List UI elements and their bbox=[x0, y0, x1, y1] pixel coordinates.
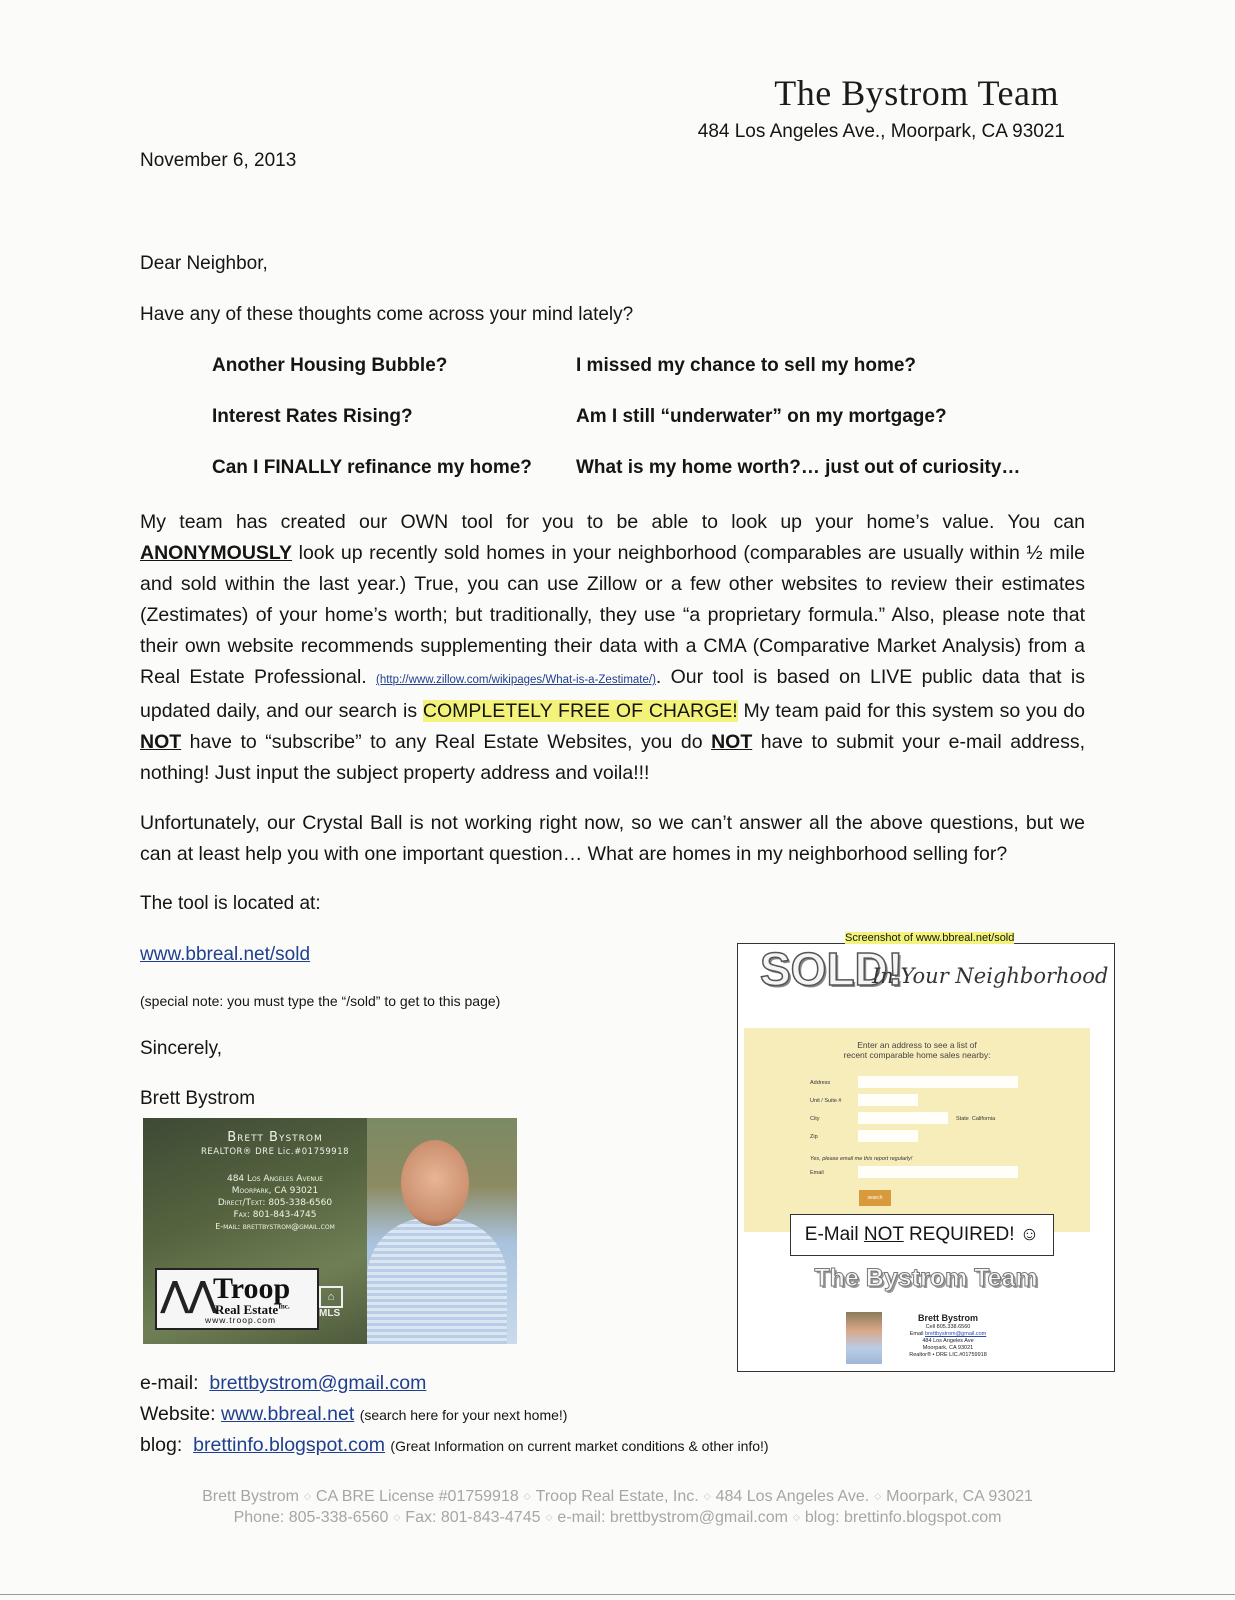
question-left-1: Another Housing Bubble? bbox=[212, 355, 448, 376]
footer-separator-icon: ◇ bbox=[703, 1491, 711, 1502]
agent-photo-shirt bbox=[367, 1218, 507, 1344]
special-note: (special note: you must type the “/sold” to get to this page) bbox=[140, 993, 501, 1009]
card-email: E-mail: brettbystrom@gmail.com bbox=[215, 1222, 335, 1231]
footer-separator-icon: ◇ bbox=[523, 1491, 531, 1502]
footer-separator-icon: ◇ bbox=[545, 1512, 553, 1523]
card-title: REALTOR® DRE Lic.#01759918 bbox=[200, 1147, 350, 1157]
bottom-rule bbox=[0, 1594, 1235, 1595]
contact-email-line bbox=[140, 1372, 426, 1395]
question-right-1: I missed my chance to sell my home? bbox=[576, 355, 917, 376]
blog-label: blog: bbox=[140, 1434, 183, 1456]
state-field bbox=[956, 1116, 995, 1122]
website-link[interactable]: www.bbreal.net bbox=[220, 1403, 355, 1425]
closing: Sincerely, bbox=[140, 1038, 223, 1059]
footer-address: 484 Los Angeles Ave. bbox=[715, 1488, 870, 1505]
troop-logo bbox=[155, 1268, 319, 1330]
equal-housing-icon: ⌂ bbox=[319, 1286, 343, 1308]
troop-logo-inc: Inc. bbox=[278, 1302, 290, 1311]
zip-input[interactable] bbox=[858, 1130, 918, 1142]
letter-date: November 6, 2013 bbox=[140, 150, 297, 171]
email-nr-not: NOT bbox=[863, 1224, 904, 1245]
blog-note: (Great Information on current market conditions & other info!) bbox=[390, 1438, 769, 1454]
contact-website-line bbox=[140, 1403, 567, 1426]
not-emphasis-2: NOT bbox=[711, 731, 753, 753]
letterhead-team-name: The Bystrom Team bbox=[774, 73, 1059, 113]
mini-email-link[interactable]: brettbystrom@gmail.com bbox=[925, 1331, 987, 1337]
p1-text-a: My team has created our OWN tool for you to be able to look up your home’s value. You can bbox=[140, 511, 1085, 533]
salutation: Dear Neighbor, bbox=[140, 253, 268, 274]
p1-text-d: My team paid for this system so you do bbox=[737, 700, 1085, 722]
card-fax: Fax: 801-843-4745 bbox=[233, 1210, 317, 1220]
form-intro-line-1: Enter an address to see a list of bbox=[857, 1040, 977, 1050]
field-label-unit: Unit / Suite # bbox=[810, 1098, 842, 1104]
not-emphasis-1: NOT bbox=[140, 731, 182, 753]
mini-agent-photo bbox=[846, 1312, 882, 1364]
card-phone: Direct/Text: 805-338-6560 bbox=[217, 1198, 333, 1208]
footer-brokerage: Troop Real Estate, Inc. bbox=[535, 1488, 699, 1505]
footer-separator-icon: ◇ bbox=[393, 1512, 401, 1523]
mini-contact-block bbox=[888, 1312, 1008, 1359]
blog-link[interactable]: brettinfo.blogspot.com bbox=[193, 1434, 385, 1456]
search-form-panel bbox=[744, 1028, 1090, 1232]
troop-logo-web: www.troop.com bbox=[205, 1315, 277, 1325]
sold-heading: SOLD! bbox=[760, 943, 904, 995]
field-label-address: Address bbox=[810, 1080, 831, 1086]
question-left-3: Can I FINALLY refinance my home? bbox=[212, 457, 532, 478]
body-paragraph-1 bbox=[140, 507, 1085, 789]
field-label-email: Email bbox=[810, 1170, 824, 1176]
free-of-charge-highlight: COMPLETELY FREE OF CHARGE! bbox=[422, 700, 738, 722]
anonymously-emphasis: ANONYMOUSLY bbox=[140, 542, 293, 564]
agent-photo-head bbox=[401, 1140, 469, 1226]
state-label: State bbox=[956, 1116, 969, 1122]
p1-text-f: have to submit your e-mail address, nothing! Just input the subject property address and voila!!! bbox=[140, 731, 1085, 784]
card-address-1: 484 Los Angeles Avenue bbox=[226, 1174, 324, 1184]
question-left-2: Interest Rates Rising? bbox=[212, 406, 413, 427]
body-paragraph-2: Unfortunately, our Crystal Ball is not working right now, so we can’t answer all the above questions, but we can at least help you with one important question… What are homes in my neighborhood selling for? bbox=[140, 812, 1085, 865]
form-intro-line-2: recent comparable home sales nearby: bbox=[843, 1050, 991, 1060]
email-link[interactable]: brettbystrom@gmail.com bbox=[209, 1372, 427, 1394]
state-value: California bbox=[971, 1116, 996, 1122]
screenshot-team-name: The Bystrom Team bbox=[814, 1264, 1038, 1292]
email-input[interactable] bbox=[858, 1166, 1018, 1178]
zillow-link[interactable]: (http://www.zillow.com/wikipages/What-is-a-Zestimate/) bbox=[376, 674, 656, 686]
footer-phone: Phone: 805-338-6560 bbox=[233, 1509, 389, 1526]
footer-email: e-mail: brettbystrom@gmail.com bbox=[557, 1509, 788, 1526]
mini-cell: Cell 805.338.6560 bbox=[925, 1324, 971, 1330]
card-address-2: Moorpark, CA 93021 bbox=[231, 1186, 319, 1196]
website-note: (search here for your next home!) bbox=[359, 1407, 568, 1423]
footer-separator-icon: ◇ bbox=[792, 1512, 800, 1523]
field-label-zip: Zip bbox=[810, 1134, 818, 1140]
letterhead-address: 484 Los Angeles Ave., Moorpark, CA 93021 bbox=[697, 121, 1065, 142]
mini-address-2: Moorpark, CA 93021 bbox=[922, 1345, 974, 1351]
website-label: Website: bbox=[140, 1403, 216, 1425]
email-not-required-badge bbox=[790, 1214, 1054, 1256]
intro-line: Have any of these thoughts come across your mind lately? bbox=[140, 304, 634, 325]
question-right-2: Am I still “underwater” on my mortgage? bbox=[576, 406, 947, 427]
email-optin-label: Yes, please email me this report regularly! bbox=[810, 1156, 913, 1162]
mini-address-1: 484 Los Angeles Ave bbox=[922, 1338, 974, 1344]
address-input[interactable] bbox=[858, 1076, 1018, 1088]
footer-license: CA BRE License #01759918 bbox=[315, 1488, 519, 1505]
p1-text-c: . Our tool is based on LIVE public data that is updated daily, and our search is bbox=[140, 666, 1085, 722]
mini-email-line bbox=[888, 1331, 1008, 1338]
mls-logo: MLS bbox=[319, 1308, 341, 1319]
troop-logo-word: Troop bbox=[213, 1272, 291, 1305]
footer-separator-icon: ◇ bbox=[304, 1491, 311, 1502]
signer-name: Brett Bystrom bbox=[140, 1088, 256, 1109]
sold-subheading: In Your Neighborhood bbox=[872, 964, 1109, 988]
footer-city: Moorpark, CA 93021 bbox=[886, 1488, 1033, 1505]
p1-text-e: have to “subscribe” to any Real Estate Websites, you do bbox=[181, 731, 712, 753]
contact-blog-line bbox=[140, 1434, 769, 1457]
footer-separator-icon: ◇ bbox=[874, 1491, 882, 1502]
unit-input[interactable] bbox=[858, 1094, 918, 1106]
search-button[interactable]: search bbox=[859, 1190, 891, 1206]
mini-email-label: Email bbox=[909, 1331, 924, 1337]
tool-url-link[interactable]: www.bbreal.net/sold bbox=[140, 944, 311, 965]
email-nr-text-a: E-Mail bbox=[804, 1224, 864, 1245]
form-intro bbox=[744, 1040, 1090, 1060]
mini-name: Brett Bystrom bbox=[917, 1313, 978, 1323]
troop-chevron-icon: ⋀⋀ bbox=[161, 1276, 217, 1314]
mini-license: Realtor® • DRE LIC.#01759918 bbox=[909, 1352, 987, 1358]
screenshot-caption: Screenshot of www.bbreal.net/sold bbox=[845, 932, 1015, 944]
footer-name: Brett Bystrom bbox=[202, 1488, 299, 1505]
footer-fax: Fax: 801-843-4745 bbox=[405, 1509, 541, 1526]
card-name: Brett Bystrom bbox=[227, 1130, 323, 1145]
city-input[interactable] bbox=[858, 1112, 948, 1124]
email-label: e-mail: bbox=[140, 1372, 199, 1394]
footer-line-2 bbox=[0, 1507, 1235, 1528]
email-nr-text-b: REQUIRED! ☺ bbox=[903, 1224, 1040, 1245]
footer-line-1 bbox=[0, 1486, 1235, 1507]
troop-logo-sub-text: Real Estate bbox=[215, 1302, 279, 1317]
p1-text-b: look up recently sold homes in your neighborhood (comparables are usually within ½ mile and sold within the last year.) True, you can use Zillow or a few other websites to review their estimates (Zestimates) of your home’s worth; but traditionally, they use “a proprietary formula.” Also, please note that their own website recommends supplementing their data with a CMA (Comparative Market Analysis) from a Real Estate Professional. bbox=[140, 542, 1085, 688]
tool-location-label: The tool is located at: bbox=[140, 893, 321, 914]
footer-blog: blog: brettinfo.blogspot.com bbox=[804, 1509, 1002, 1526]
business-card bbox=[143, 1118, 517, 1344]
field-label-city: City bbox=[810, 1116, 820, 1122]
website-screenshot bbox=[737, 943, 1115, 1372]
question-right-3: What is my home worth?… just out of curiosity… bbox=[576, 457, 1021, 478]
